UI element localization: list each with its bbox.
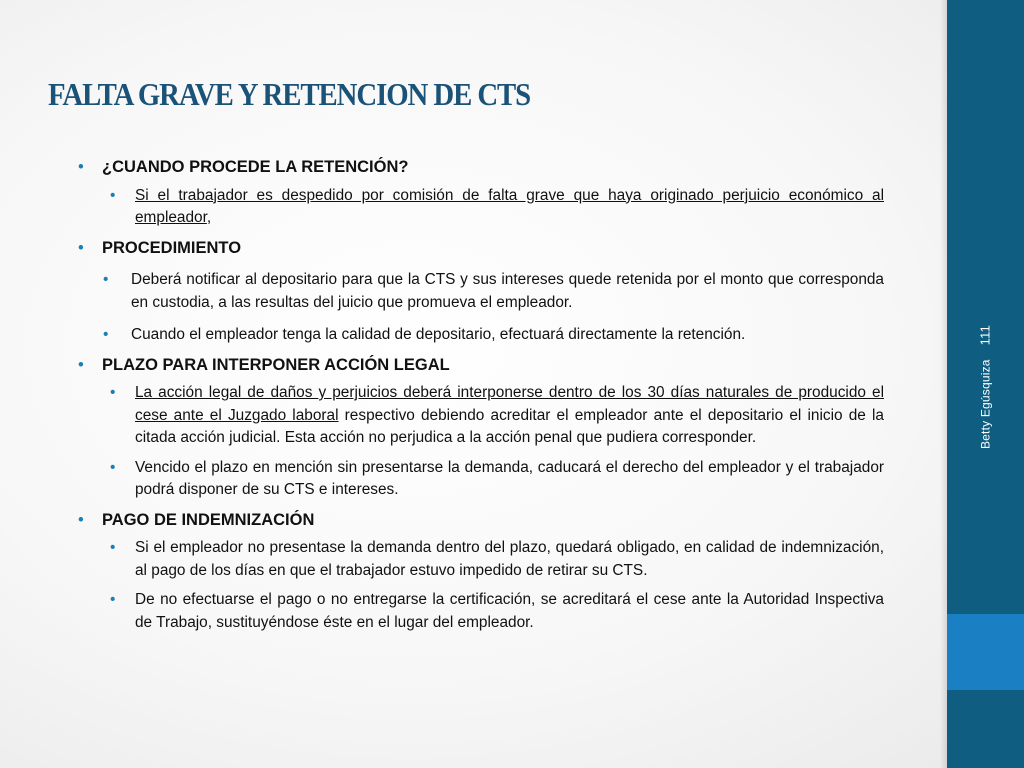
list-item: • Cuando el empleador tenga la calidad de depositario, efectuará directamente la retención.	[78, 324, 884, 347]
heading-procedimiento: • PROCEDIMIENTO	[78, 237, 884, 260]
heading-pago-indemnizacion: • PAGO DE INDEMNIZACIÓN	[78, 509, 884, 532]
list-item: • Si el empleador no presentase la demanda dentro del plazo, quedará obligado, en calidad de indemnización, al pago de los días en que el trabajador estuvo impedido de retirar su CTS.	[78, 537, 884, 582]
sidebar-shadow	[940, 0, 947, 768]
underlined-text: La acción legal de daños y perjuicios deberá interponerse dentro de los 30 días naturales de producido el cese ante el Juzgado laboral	[135, 384, 884, 424]
list-item: • De no efectuarse el pago o no entregarse la certificación, se acreditará el cese ante la Autoridad Inspectiva de Trabajo, sustituyéndose éste en el lugar del empleador.	[78, 589, 884, 634]
list-item	[78, 185, 884, 230]
list-item: • Vencido el plazo en mención sin presentarse la demanda, caducará el derecho del empleador y el trabajador podrá disponer de su CTS e intereses.	[78, 457, 884, 502]
slide-title: FALTA GRAVE Y RETENCION DE CTS	[48, 76, 531, 112]
list-item	[78, 382, 884, 450]
footer-author: Betty Egúsquiza	[978, 359, 993, 450]
vertical-footer	[978, 325, 993, 449]
heading-cuando-procede: • ¿CUANDO PROCEDE LA RETENCIÓN?	[78, 156, 884, 179]
page-number: 111	[977, 324, 993, 346]
sidebar-accent-block	[947, 614, 1024, 690]
heading-plazo: • PLAZO PARA INTERPONER ACCIÓN LEGAL	[78, 354, 884, 377]
underlined-text: Si el trabajador es despedido por comisión de falta grave que haya originado perjuicio económico al empleador	[135, 186, 884, 226]
list-item: • Deberá notificar al depositario para que la CTS y sus intereses quede retenida por el monto que corresponda en custodia, a las resultas del juicio que promueva el empleador.	[78, 269, 884, 314]
slide-content	[78, 156, 884, 641]
item-text: ,	[206, 209, 212, 226]
item-text: respectivo debiendo acreditar el empleador ante el depositario el inicio de la citada acción judicial. Esta acción no perjudica a la acción penal que pudiera corresponder.	[135, 406, 884, 446]
